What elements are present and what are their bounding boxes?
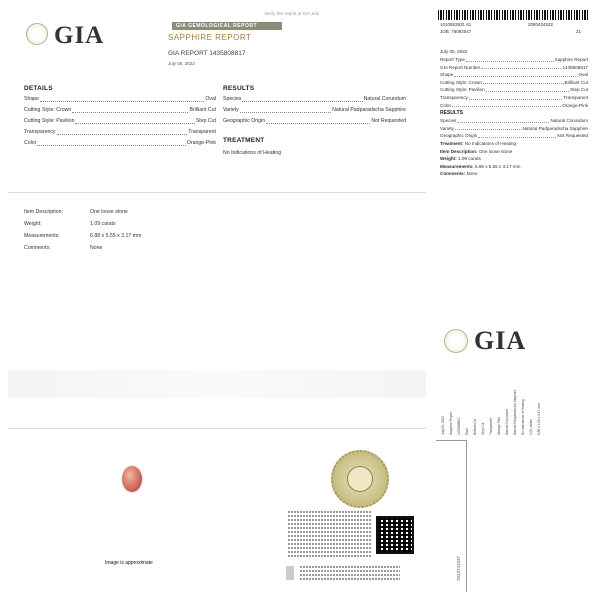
mini-rotated-report [438,373,541,435]
item-row: Comments: None [24,245,103,251]
card-row: GIA Report Number 1435808817 [440,64,588,70]
gia-hologram-seal [331,450,389,508]
results-list [223,94,406,127]
report-title: SAPPHIRE REPORT [168,33,252,42]
mini-text: Brilliant Cut [473,418,477,435]
card-row: Report Type Sapphire Report [440,57,588,62]
gia-report-card [436,8,594,592]
gia-seal-icon [26,23,48,45]
mini-text: July 05, 2022 [441,416,445,435]
card-measurements: Measurements: 6.88 x 5.55 x 3.17 mm [440,163,521,169]
card-weight: Weight: 1.09 carats [440,156,481,162]
card-date: July 05, 2022 [440,49,468,54]
card-row: Shape Oval [440,72,588,78]
security-band [8,370,426,398]
job-number: JOB: 76092047 [440,29,472,34]
report-number: GIA REPORT 1435808817 [168,50,246,57]
item-row: Weight: 1.09 carats [24,221,116,227]
mini-text: 1435808817 [457,417,461,435]
barcode [438,10,588,20]
card-gia-logo: GIA [474,326,527,355]
mini-text: Oval [465,428,469,435]
fine-print-block [288,511,372,559]
mini-text: Natural Padparadscha Sapphire [513,389,517,435]
card-comments: Comments: None [440,171,478,177]
results-title: RESULTS [223,85,255,92]
details-title: DETAILS [24,85,53,92]
verify-text: Verify this report at GIA.edu [264,11,320,16]
vertical-report-id: 7023741937 [456,556,461,582]
result-row: Species Natural Corundum [223,96,406,102]
image-caption: Image is approximate [105,560,153,566]
report-date: July 05, 2022 [168,61,195,66]
mini-text: Transparent [489,417,493,435]
details-list [24,94,216,149]
fold-line [8,428,426,429]
gia-report-sheet [8,8,426,592]
card-result-row: Geographic Origin Not Requested [440,133,588,139]
mini-text: No Indications of Heating [521,399,525,435]
card-row: Cutting Style: Crown Brilliant Cut [440,79,588,85]
mini-text: Sapphire Report [449,411,453,435]
fine-print-bottom [300,566,400,582]
detail-row: Shape Oval [24,96,216,102]
card-results-title: RESULTS [440,110,463,117]
report-band: GIA GEMOLOGICAL REPORT [172,22,282,30]
mini-text: Natural Corundum [505,408,509,435]
fold-line [8,192,426,193]
card-treatment: Treatment: No Indications of Heating [440,140,517,146]
qr-code [376,516,414,554]
card-item: Item Description: One loose stone [440,148,513,154]
mini-text: Orange-Pink [497,417,501,435]
mini-text: 6.88 x 5.55 x 3.17 mm [537,403,541,435]
card-gia-seal-icon [444,329,468,353]
detail-row: Cutting Style: Pavilion Step Cut [24,118,216,124]
item-row: Measurements: 6.88 x 5.55 x 3.17 mm [24,233,142,239]
mini-text: Step Cut [481,422,485,435]
job-suffix: 21 [576,29,582,34]
result-row: Geographic Origin Not Requested [223,118,406,124]
detail-row: Transparency Transparent [24,129,216,135]
card-row: Transparency Transparent [440,94,588,100]
card-result-row: Variety Natural Padparadscha Sapphire [440,125,588,131]
gemstone-image [122,466,142,492]
item-row: Item Description: One loose stone [24,209,128,215]
treatment-text: No Indications of Heating [223,150,281,156]
barcode-number-right: 2080434532 [528,22,554,27]
hologram-tag [286,566,294,580]
detail-row: Cutting Style: Crown Brilliant Cut [24,107,216,113]
detail-row: Color Orange-Pink [24,140,216,146]
card-detail-list [440,56,588,178]
card-divider-vertical [466,440,467,592]
card-row: Cutting Style: Pavilion Step Cut [440,87,588,93]
card-row: Color Orange-Pink [440,102,588,108]
gia-logo: GIA [54,22,105,49]
result-row: Variety Natural Padparadscha Sapphire [223,107,406,113]
item-list [24,206,224,254]
treatment-title: TREATMENT [223,137,265,144]
card-divider [436,440,466,441]
card-result-row: Species Natural Corundum [440,118,588,124]
barcode-number: 1010553931 61 [440,22,472,27]
mini-text: 1.09 carats [529,419,533,435]
